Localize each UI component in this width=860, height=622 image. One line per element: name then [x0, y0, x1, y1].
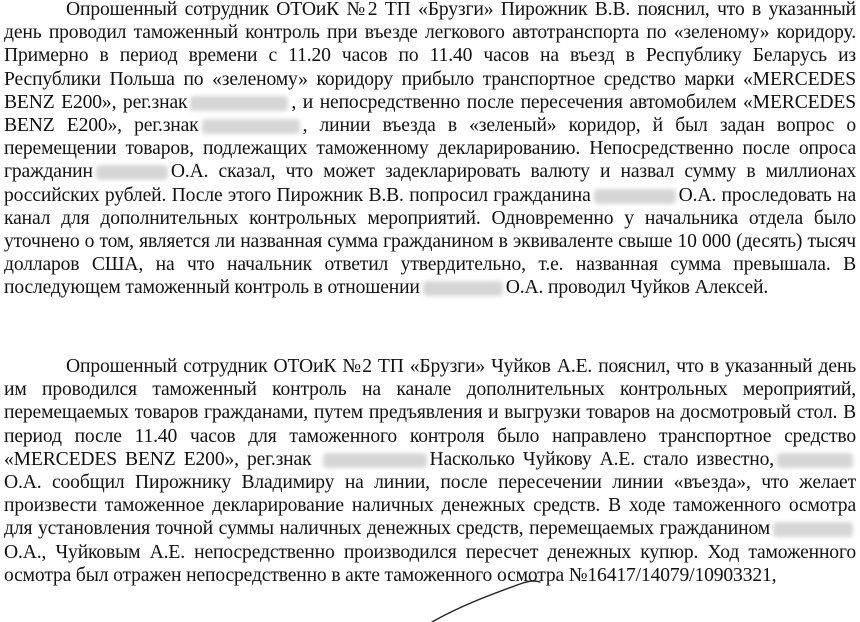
redacted-surname: [96, 165, 168, 180]
text-segment: Опрошенный сотрудник ОТОиК №2 ТП «Брузги» Чуйков А.Е. пояснил, что в указанный день им проводился таможенный контроль на канале дополнительных контрольных мероприятий, перемещаемых товаров гражданами, путем предъявления и выгрузки товаров на досмотровый стол. В период после 11.40 часов для таможенного контроля было направлено транспортное средство «MERCEDES BENZ E200», рег.знак: [4, 356, 856, 470]
text-segment: О.А. проводил Чуйков Алексей.: [505, 277, 769, 299]
text-segment: , линии въезда в «зеленый» коридор, й был задан вопрос о перемещении товаров, подлежащих таможенному декларированию. Непосредственно после опроса гражданин: [4, 115, 856, 183]
redacted-plate-number: [190, 96, 288, 111]
text-segment: Насколько Чуйкову А.Е. стало известно,: [429, 448, 774, 470]
text-segment: , и непосредственно после пересечения автомобилем «MERCEDES BENZ E200», рег.знак: [4, 91, 856, 137]
text-segment: О.А. сообщил Пирожнику Владимиру на линии, после пересечении линии «въезда», что желает произвести таможенное декларирование наличных денежных средств. В ходе таможенного осмотра для установления точной суммы наличных денежных средств, перемещаемых гражданином: [4, 472, 856, 540]
redacted-surname: [594, 189, 676, 204]
text-segment: Опрошенный сотрудник ОТОиК №2 ТП «Брузги» Пирожник В.В. пояснил, что в указанный день проводил таможенный контроль при въезде легкового автотранспорта по «зеленому» коридору. Примерно в период времени с 11.20 часов по 11.40 часов на въезд в Республику Беларусь из Республики Польша по «зеленому» коридору прибыло транспортное средство марки «MERCEDES BENZ E200», рег.знак: [4, 0, 856, 113]
text-segment: О.А. проследовать на канал для дополнительных контрольных мероприятий. Одновременно у начальника отдела было уточнено о том, является ли названная сумма гражданином в эквиваленте свыше 10 000 (десять) тысяч долларов США, на что начальник ответил утвердительно, т.е. названная сумма превышала. В последующем таможенный контроль в отношении: [4, 184, 856, 299]
text-segment: О.А. сказал, что может задекларировать валюту и назвал сумму в миллионах российских рублей. После этого Пирожник В.В. попросил гражданина: [4, 161, 856, 206]
redacted-surname: [777, 453, 853, 468]
text-segment: О.А., Чуйковым А.Е. непосредственно производился пересчет денежных купюр. Ход таможенного осмотра был отражен непосредственно в акте таможенного осмотра №16417/14079/10903321,: [4, 541, 856, 586]
redacted-surname: [423, 281, 503, 296]
paragraph-chuikov: [4, 355, 856, 587]
redacted-plate-number: [323, 453, 427, 468]
redacted-plate-number: [202, 119, 300, 134]
paragraph-pirozhnik: [4, 0, 856, 300]
redacted-surname: [773, 522, 853, 537]
